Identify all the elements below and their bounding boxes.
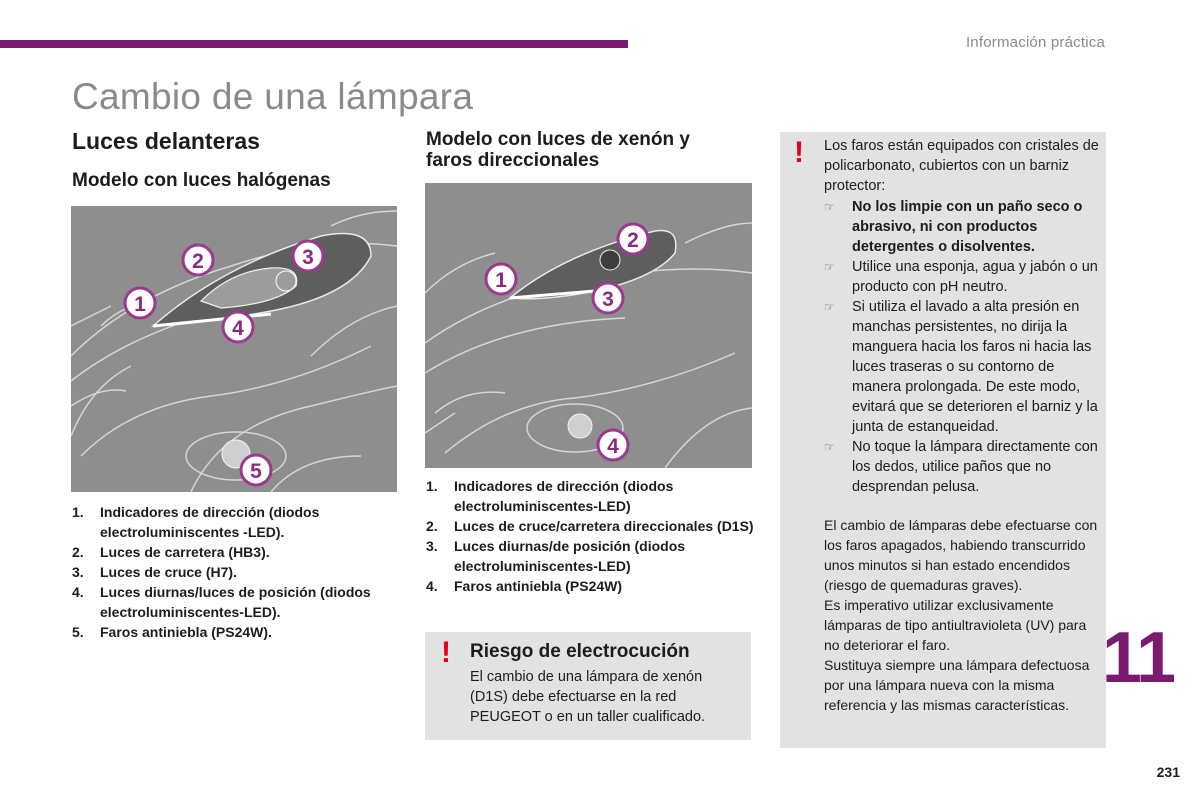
callout-3 xyxy=(293,241,323,271)
callout-2 xyxy=(183,245,213,275)
svg-text:1: 1 xyxy=(495,269,507,292)
list-item: 3. Luces diurnas/de posición (diodos electroluminiscentes-LED) xyxy=(426,538,686,574)
section-label: Información práctica xyxy=(965,34,1105,51)
headlight-care-note-box xyxy=(780,132,1106,748)
list-item: ☞ No toque la lámpara directamente con los dedos, utilice paños que no desprendan pelusa. xyxy=(824,439,1098,495)
list-item: 2. Luces de carretera (HB3). xyxy=(72,544,270,560)
svg-text:2: 2 xyxy=(627,229,639,252)
halogen-headlight-illustration xyxy=(71,206,397,492)
middle-heading: Modelo con luces de xenón y faros direccionales xyxy=(426,129,690,171)
svg-text:1: 1 xyxy=(134,293,146,316)
callout-1 xyxy=(486,264,516,294)
note-paragraph: Sustituya siempre una lámpara defectuosa por una lámpara nueva con la misma referencia y las mismas características. xyxy=(824,657,1090,713)
chapter-number: 11 xyxy=(1101,618,1174,698)
svg-text:5: 5 xyxy=(250,460,262,483)
left-subheading: Modelo con luces halógenas xyxy=(72,170,331,191)
note-paragraph: Es imperativo utilizar exclusivamente lámparas de tipo antiultravioleta (UV) para no deteriorar el faro. xyxy=(824,597,1087,653)
list-item: 1. Indicadores de dirección (diodos electroluminiscentes-LED) xyxy=(426,478,674,514)
callout-1 xyxy=(125,288,155,318)
warning-title: Riesgo de electrocución xyxy=(470,641,690,662)
list-item: 3. Luces de cruce (H7). xyxy=(72,564,237,580)
middle-bulb-list xyxy=(426,476,756,596)
note-paragraph: El cambio de lámparas debe efectuarse con los faros apagados, habiendo transcurrido unos minutos si han estado encendidos (riesgo de quemaduras graves). xyxy=(824,517,1098,593)
left-heading: Luces delanteras xyxy=(72,128,260,154)
callout-3 xyxy=(593,283,623,313)
page-title: Cambio de una lámpara xyxy=(72,76,474,117)
note-intro: Los faros están equipados con cristales de policarbonato, cubiertos con un barniz protector: xyxy=(824,138,1099,194)
page-number: 231 xyxy=(1156,764,1180,780)
callout-4 xyxy=(223,312,253,342)
callout-5 xyxy=(241,455,271,485)
list-item: 1. Indicadores de dirección (diodos electroluminiscentes -LED). xyxy=(72,504,320,540)
note-paragraphs xyxy=(824,515,1102,715)
list-item: 4. Faros antiniebla (PS24W) xyxy=(426,578,623,594)
pointing-hand-icon: ☞ xyxy=(824,260,835,274)
list-item: ☞ No los limpie con un paño seco o abrasivo, ni con productos detergentes o disolventes. xyxy=(824,199,1083,255)
left-bulb-list xyxy=(72,502,372,642)
note-bullet-list xyxy=(824,197,1102,497)
warning-icon: ! xyxy=(441,636,451,669)
warning-text: El cambio de una lámpara de xenón (D1S) debe efectuarse en la red PEUGEOT o en un taller cualificado. xyxy=(470,669,706,725)
svg-text:3: 3 xyxy=(302,246,314,269)
list-item: 5. Faros antiniebla (PS24W). xyxy=(72,624,272,640)
pointing-hand-icon: ☞ xyxy=(824,440,835,454)
pointing-hand-icon: ☞ xyxy=(824,200,835,214)
svg-text:4: 4 xyxy=(607,435,619,458)
list-item: 2. Luces de cruce/carretera direccionales (D1S) xyxy=(426,518,754,534)
pointing-hand-icon: ☞ xyxy=(824,300,835,314)
list-item: 4. Luces diurnas/luces de posición (diodos electroluminiscentes-LED). xyxy=(72,584,371,620)
list-item: ☞ Utilice una esponja, agua y jabón o un producto con pH neutro. xyxy=(824,259,1098,295)
header-accent-bar xyxy=(0,40,628,48)
callout-2 xyxy=(618,224,648,254)
list-item: ☞ Si utiliza el lavado a alta presión en manchas persistentes, no dirija la manguera hacia los faros ni hacia las luces traseras o su contorno de manera prolongada. De este modo, evitará que se deterioren el barniz y la junta de estanqueidad. xyxy=(824,299,1098,435)
electrocution-warning-box xyxy=(425,632,751,740)
xenon-headlight-illustration xyxy=(425,183,752,468)
warning-icon: ! xyxy=(794,136,804,169)
svg-text:3: 3 xyxy=(602,288,614,311)
svg-text:4: 4 xyxy=(232,317,244,340)
callout-4 xyxy=(598,430,628,460)
svg-text:2: 2 xyxy=(192,250,204,273)
